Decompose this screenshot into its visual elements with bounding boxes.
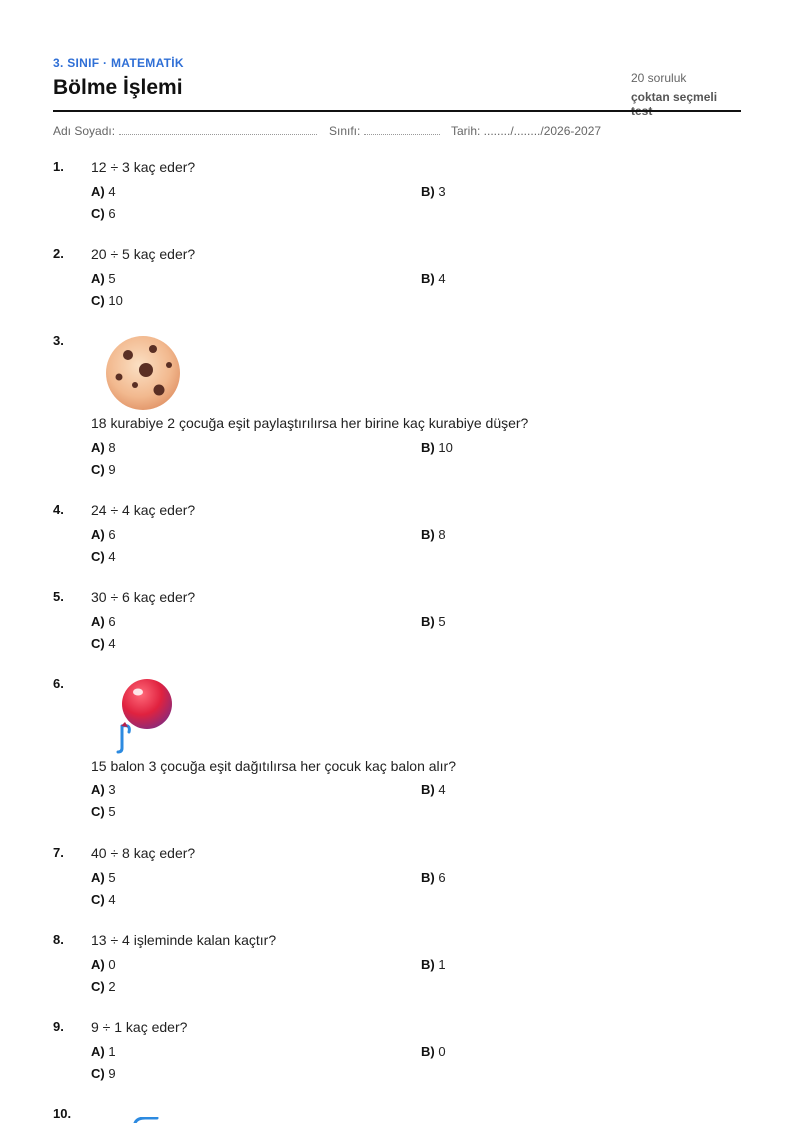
option-value: 3 [438, 184, 446, 199]
option-letter: A) [91, 440, 105, 455]
option-value: 5 [108, 271, 116, 286]
balloon-icon [113, 676, 183, 756]
option-b[interactable] [421, 957, 446, 972]
option-b[interactable] [421, 440, 453, 455]
option-value: 4 [108, 636, 116, 651]
question-text: 12 ÷ 3 kaç eder? [91, 159, 196, 175]
option-value: 10 [438, 440, 453, 455]
option-c[interactable] [91, 549, 116, 564]
question-number: 9. [53, 1019, 64, 1034]
question-text: 18 kurabiye 2 çocuğa eşit paylaştırılırsa her birine kaç kurabiye düşer? [91, 415, 529, 431]
question-count: 20 soruluk [631, 71, 687, 85]
page-title: Bölme İşlemi [53, 76, 183, 99]
option-c[interactable] [91, 636, 116, 651]
option-letter: C) [91, 206, 105, 221]
option-a[interactable] [91, 271, 116, 286]
option-a[interactable] [91, 184, 116, 199]
option-b[interactable] [421, 870, 446, 885]
name-label: Adı Soyadı: [53, 124, 116, 138]
option-letter: C) [91, 979, 105, 994]
option-letter: B) [421, 271, 435, 286]
option-a[interactable] [91, 957, 116, 972]
option-a[interactable] [91, 870, 116, 885]
option-letter: B) [421, 1044, 435, 1059]
option-a[interactable] [91, 440, 116, 455]
option-letter: A) [91, 870, 105, 885]
option-a[interactable] [91, 527, 116, 542]
question-number: 6. [53, 676, 64, 691]
option-b[interactable] [421, 1044, 446, 1059]
option-value: 4 [108, 549, 116, 564]
option-value: 6 [108, 614, 116, 629]
grade-subject-label: 3. SINIF · MATEMATİK [53, 56, 184, 70]
option-letter: C) [91, 804, 105, 819]
option-letter: B) [421, 527, 435, 542]
option-value: 6 [108, 206, 116, 221]
option-b[interactable] [421, 527, 446, 542]
option-letter: B) [421, 440, 435, 455]
question-number: 4. [53, 502, 64, 517]
question-number: 5. [53, 589, 64, 604]
option-letter: C) [91, 293, 105, 308]
question-text: 13 ÷ 4 işleminde kalan kaçtır? [91, 932, 277, 948]
option-value: 8 [108, 440, 116, 455]
name-field[interactable] [53, 124, 115, 138]
question-text: 20 ÷ 5 kaç eder? [91, 246, 196, 262]
option-letter: C) [91, 636, 105, 651]
option-letter: C) [91, 462, 105, 477]
option-letter: B) [421, 782, 435, 797]
question-number: 7. [53, 845, 64, 860]
option-c[interactable] [91, 804, 116, 819]
option-c[interactable] [91, 293, 123, 308]
class-line [364, 124, 440, 135]
question-text: 40 ÷ 8 kaç eder? [91, 845, 196, 861]
option-letter: A) [91, 527, 105, 542]
option-value: 8 [438, 527, 446, 542]
option-a[interactable] [91, 614, 116, 629]
option-value: 4 [108, 892, 116, 907]
question-number: 1. [53, 159, 64, 174]
option-value: 10 [108, 293, 123, 308]
header-divider [53, 110, 741, 112]
option-value: 4 [438, 782, 446, 797]
option-value: 3 [108, 782, 116, 797]
option-c[interactable] [91, 1066, 116, 1081]
option-value: 0 [438, 1044, 446, 1059]
question-text: 30 ÷ 6 kaç eder? [91, 589, 196, 605]
option-letter: A) [91, 957, 105, 972]
option-letter: A) [91, 184, 105, 199]
question-number: 10. [53, 1106, 72, 1121]
option-value: 6 [108, 527, 116, 542]
option-letter: C) [91, 892, 105, 907]
question-text: 9 ÷ 1 kaç eder? [91, 1019, 188, 1035]
option-value: 9 [108, 1066, 116, 1081]
option-letter: A) [91, 782, 105, 797]
option-letter: A) [91, 614, 105, 629]
option-letter: B) [421, 184, 435, 199]
option-b[interactable] [421, 782, 446, 797]
option-b[interactable] [421, 184, 446, 199]
name-line [119, 124, 317, 135]
class-label: Sınıfı: [329, 124, 361, 138]
option-a[interactable] [91, 1044, 116, 1059]
question-number: 3. [53, 333, 64, 348]
class-field[interactable] [329, 124, 360, 138]
option-a[interactable] [91, 782, 116, 797]
option-value: 9 [108, 462, 116, 477]
option-c[interactable] [91, 462, 116, 477]
test-type: çoktan seçmeli [631, 90, 718, 104]
option-c[interactable] [91, 206, 116, 221]
option-value: 4 [108, 184, 116, 199]
option-value: 1 [108, 1044, 116, 1059]
question-number: 2. [53, 246, 64, 261]
option-value: 5 [108, 870, 116, 885]
option-value: 0 [108, 957, 116, 972]
option-value: 6 [438, 870, 446, 885]
option-letter: B) [421, 614, 435, 629]
option-b[interactable] [421, 271, 446, 286]
option-c[interactable] [91, 979, 116, 994]
question-number: 8. [53, 932, 64, 947]
option-value: 5 [108, 804, 116, 819]
option-letter: B) [421, 957, 435, 972]
question-image-icon [133, 1117, 163, 1123]
option-letter: C) [91, 549, 105, 564]
option-b[interactable] [421, 614, 446, 629]
option-value: 2 [108, 979, 116, 994]
question-text: 24 ÷ 4 kaç eder? [91, 502, 196, 518]
option-value: 4 [438, 271, 446, 286]
option-letter: A) [91, 1044, 105, 1059]
cookie-icon [103, 333, 183, 413]
option-c[interactable] [91, 892, 116, 907]
option-value: 5 [438, 614, 446, 629]
option-letter: C) [91, 1066, 105, 1081]
option-value: 1 [438, 957, 446, 972]
option-letter: B) [421, 870, 435, 885]
date-field[interactable]: Tarih: ......../......../2026-2027 [451, 124, 602, 138]
option-letter: A) [91, 271, 105, 286]
question-text: 15 balon 3 çocuğa eşit dağıtılırsa her çocuk kaç balon alır? [91, 758, 456, 774]
